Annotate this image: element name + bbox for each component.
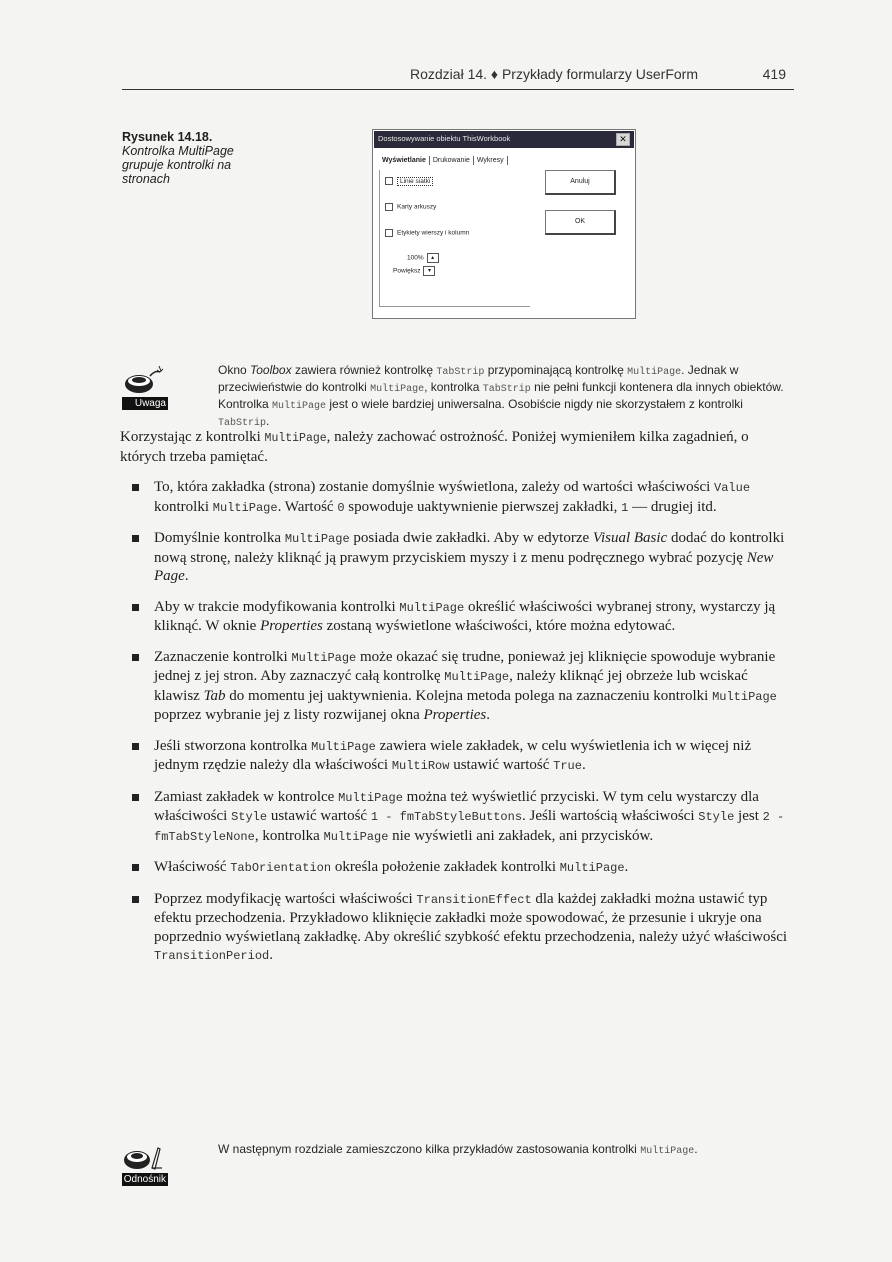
code-term: 0 xyxy=(337,500,345,515)
tips-list xyxy=(120,478,796,978)
note-code: MultiPage xyxy=(627,367,682,378)
text-run: Zaznaczenie kontrolki xyxy=(154,648,292,665)
checkbox-sheet-tabs xyxy=(385,203,436,211)
list-item xyxy=(120,788,796,847)
text-run: Korzystając z kontrolki xyxy=(120,429,265,445)
text-run: zawiera wiele zakładek, w celu wyświetlenia ich w więcej niż jednym rzędzie należy dla właściwości xyxy=(154,737,752,773)
code-term: MultiPage xyxy=(444,670,510,684)
text-run: . xyxy=(624,859,629,875)
text-run: , kontrolka xyxy=(254,827,324,844)
code-term: 1 - fmTabStyleButtons xyxy=(370,810,523,824)
bomb-pencil-icon xyxy=(122,1138,166,1178)
uwaga-badge: Uwaga xyxy=(122,397,168,410)
code-term: 1 xyxy=(621,500,629,515)
code-term: Style xyxy=(231,810,268,824)
page-number: 419 xyxy=(762,66,786,82)
text-run: Zamiast zakładek w kontrolce xyxy=(154,788,339,805)
note-text-run: nie pełni funkcji kontenera dla innych obiektów. Kontrolka xyxy=(218,380,784,411)
text-run: Jeśli stworzona kontrolka xyxy=(154,737,312,754)
note-text-run: przypominającą kontrolkę xyxy=(484,363,628,377)
code-term: True xyxy=(553,759,582,773)
list-item xyxy=(120,737,796,776)
text-run: . xyxy=(486,707,491,723)
note-code: TabStrip xyxy=(436,367,485,378)
text-run: kontrolki xyxy=(154,498,213,515)
text-run: ustawić wartość xyxy=(449,757,554,773)
italic-term: New Page xyxy=(154,549,774,584)
code-term: MultiPage xyxy=(712,689,777,704)
text-run: spowoduje uaktywnienie pierwszej zakładki, xyxy=(344,498,622,515)
checkbox-label: Etykiety wierszy i kolumn xyxy=(397,229,470,237)
dialog-titlebar xyxy=(374,131,634,148)
note-text-run: . xyxy=(694,1142,698,1156)
note-term: Toolbox xyxy=(250,363,292,377)
code-term: MultiPage xyxy=(338,790,403,805)
italic-term: Properties xyxy=(423,707,487,723)
tab-display: Wyświetlanie xyxy=(379,156,430,165)
spin-up-icon: ▴ xyxy=(427,253,439,263)
text-run: nie wyświetli ani zakładek, ani przycisków. xyxy=(388,827,654,844)
text-run: . xyxy=(184,568,189,584)
note-text-run: Okno xyxy=(218,363,251,377)
text-run: . Wartość xyxy=(277,498,338,515)
checkbox-gridlines xyxy=(385,177,433,185)
text-run: można też wyświetlić przyciski. W tym celu wystarczy dla właściwości xyxy=(154,788,759,824)
text-run: Domyślnie kontrolka xyxy=(154,530,285,546)
checkbox-headers xyxy=(385,229,469,237)
ok-button: OK xyxy=(545,210,616,235)
checkbox-box xyxy=(385,203,393,211)
figure-caption-text: Kontrolka MultiPage grupuje kontrolki na stronach xyxy=(122,144,234,186)
uwaga-icon xyxy=(122,362,166,410)
odnosnik-badge: Odnośnik xyxy=(123,1174,166,1185)
uwaga-note-text xyxy=(218,363,788,431)
text-run: dla każdej zakładki można ustawić typ efektu przechodzenia. Przykładowo kliknięcie zakładki może spowodować, że przesunie i ukryje ona poprzednio wyświetlaną zakładkę. Aby określić szybkość efektu przechodzenia, należy użyć właściwości xyxy=(154,890,788,945)
code-term: Style xyxy=(698,810,735,824)
list-item xyxy=(120,478,796,517)
chapter-title: Rozdział 14. ♦ Przykłady formularzy UserForm xyxy=(410,66,698,82)
note-text-run: zawiera również kontrolkę xyxy=(291,363,437,377)
text-run: określić właściwości wybranej strony, wystarczy ją kliknąć. W oknie xyxy=(154,598,776,634)
note-text-run: . Jednak w przeciwieństwie do kontrolki xyxy=(218,363,739,394)
dialog-tab-page xyxy=(379,170,530,307)
text-run: — drugiej itd. xyxy=(628,498,717,515)
header-rule xyxy=(122,89,794,90)
text-run: poprzez wybranie jej z listy rozwijanej okna xyxy=(154,707,424,723)
figure-caption xyxy=(122,130,252,186)
list-item xyxy=(120,858,796,878)
intro-paragraph xyxy=(120,428,796,467)
bomb-icon xyxy=(122,362,166,402)
note-text-run: . xyxy=(266,414,270,428)
tab-printing: Drukowanie xyxy=(430,156,474,165)
code-term: MultiPage xyxy=(264,432,327,445)
text-run: określa położenie zakładek kontrolki xyxy=(331,859,560,875)
text-run: . xyxy=(581,757,586,773)
odnosnik-icon xyxy=(122,1138,166,1186)
note-code: TabStrip xyxy=(218,418,267,429)
text-run: To, która zakładka (strona) zostanie domyślnie wyświetlona, zależy od wartości właściwości xyxy=(154,479,715,495)
note-text-run: jest o wiele bardziej uniwersalna. Osobiście nigdy nie skorzystałem z kontrolki xyxy=(326,397,743,411)
code-term: MultiRow xyxy=(391,759,450,773)
running-header xyxy=(122,66,794,88)
code-term: MultiPage xyxy=(291,650,357,665)
dialog-tabs xyxy=(379,156,508,170)
zoom-value-row xyxy=(407,253,439,263)
code-term: MultiPage xyxy=(559,861,625,875)
code-term: 2 - fmTabStyleNone xyxy=(154,810,785,844)
code-term: MultiPage xyxy=(399,600,465,615)
list-item xyxy=(120,890,796,966)
text-run: Właściwość xyxy=(154,859,231,875)
code-term: MultiPage xyxy=(323,829,389,844)
text-run: może okazać się trudne, ponieważ jej kliknięcie spowoduje wybranie jednej z jej stron. Aby zaznaczyć całą kontrolkę xyxy=(154,648,776,684)
checkbox-label: Linie siatki xyxy=(397,177,433,186)
text-run: ustawić wartość xyxy=(267,808,371,824)
zoom-label: Powiększ xyxy=(393,267,421,275)
text-run: jest xyxy=(734,808,763,824)
code-term: MultiPage xyxy=(311,739,376,754)
note-code: MultiPage xyxy=(272,401,327,412)
figure-label: Rysunek 14.18. xyxy=(122,130,213,144)
text-run: Poprzez modyfikację wartości właściwości xyxy=(154,890,417,907)
italic-term: Properties xyxy=(260,618,323,634)
note-text-run: W następnym rozdziale zamieszczono kilka przykładów zastosowania kontrolki xyxy=(218,1142,641,1156)
checkbox-label: Karty arkuszy xyxy=(397,203,437,211)
code-term: MultiPage xyxy=(212,500,278,515)
note-code: MultiPage xyxy=(640,1146,695,1157)
text-run: posiada dwie zakładki. Aby w edytorze xyxy=(349,530,593,546)
text-run: Aby w trakcie modyfikowania kontrolki xyxy=(154,598,400,615)
note-code: MultiPage xyxy=(370,384,425,395)
checkbox-box xyxy=(385,177,393,185)
code-term: MultiPage xyxy=(284,532,350,546)
list-item xyxy=(120,648,796,725)
note-code: TabStrip xyxy=(482,384,531,395)
odnosnik-note-text xyxy=(218,1142,788,1159)
code-term: TransitionEffect xyxy=(416,892,532,907)
close-icon: ✕ xyxy=(616,133,630,146)
dialog-title: Dostosowywanie obiektu ThisWorkbook xyxy=(378,134,511,143)
italic-term: Visual Basic xyxy=(592,530,668,546)
checkbox-box xyxy=(385,229,393,237)
zoom-label-row xyxy=(393,266,435,276)
code-term: TransitionPeriod xyxy=(154,949,270,963)
text-run: , należy kliknąć jej obrzeże lub wciskać klawisz xyxy=(154,668,748,704)
cancel-button: Anuluj xyxy=(545,170,616,195)
text-run: , należy zachować ostrożność. Poniżej wymieniłem kilka zagadnień, o których trzeba pamiętać. xyxy=(120,429,749,465)
italic-term: Tab xyxy=(203,687,226,704)
code-term: Value xyxy=(714,481,751,495)
text-run: dodać do kontrolki nową stronę, należy kliknąć ją prawym przyciskiem myszy i z menu podręcznego wybrać pozycję xyxy=(154,530,785,566)
figure-dialog-screenshot xyxy=(372,129,636,319)
tab-charts: Wykresy xyxy=(474,156,508,165)
zoom-value: 100% xyxy=(407,254,424,262)
text-run: do momentu jej uaktywnienia. Kolejna metoda polega na zaznaczeniu kontrolki xyxy=(225,687,713,704)
code-term: TabOrientation xyxy=(230,861,332,875)
list-item xyxy=(120,529,796,586)
text-run: . Jeśli wartością właściwości xyxy=(522,808,699,824)
spin-down-icon: ▾ xyxy=(423,266,435,276)
text-run: zostaną wyświetlone właściwości, które można edytować. xyxy=(322,618,676,634)
list-item xyxy=(120,598,796,636)
note-text-run: , kontrolka xyxy=(424,380,483,394)
text-run: . xyxy=(269,947,273,963)
